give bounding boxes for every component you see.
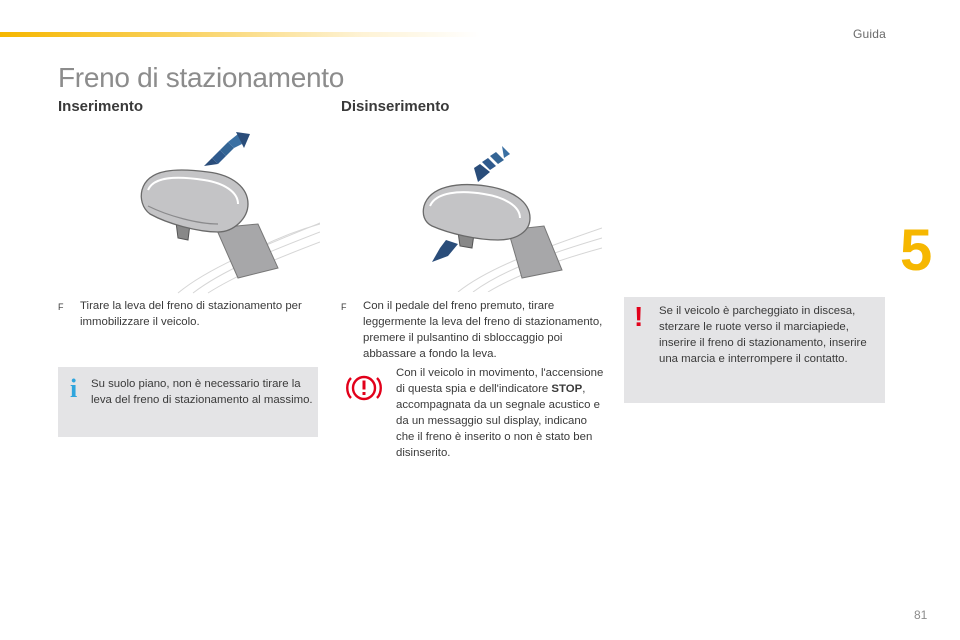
section-label: Guida <box>852 27 886 41</box>
info-note-box <box>58 367 318 437</box>
caution-box <box>624 297 885 403</box>
engage-instruction-text: Tirare la leva del freno di stazionamento per immobilizzare il veicolo. <box>80 300 302 328</box>
info-icon: i <box>70 374 78 403</box>
heading-engage: Inserimento <box>58 98 144 115</box>
handbrake-release-illustration <box>418 140 602 292</box>
stop-warning-text: Con il veicolo in movimento, l'accensione di questa spia e dell'indicatore STOP, accompagnata da un segnale acustico e da un messaggio sul display, indicano che il freno è inserito o non è stato ben disinserito. <box>396 367 604 459</box>
engage-instruction <box>58 298 313 330</box>
release-instruction-text: Con il pedale del freno premuto, tirare leggermente la leva del freno di stazionamento, premere il pulsantino di sbloccaggio poi abbassare a fondo la leva. <box>363 300 603 360</box>
brake-warning-lamp-icon <box>345 372 383 404</box>
bullet-marker: F <box>341 302 347 312</box>
header-accent-bar <box>0 32 480 37</box>
bullet-marker: F <box>58 302 64 312</box>
info-note-text: Su suolo piano, non è necessario tirare la leva del freno di stazionamento al massimo. <box>91 378 313 406</box>
page-number: 81 <box>914 608 928 622</box>
caution-text: Se il veicolo è parcheggiato in discesa, sterzare le ruote verso il marciapiede, inserire il freno di stazionamento, inserire una marcia e interrompere il contatto. <box>659 305 867 365</box>
release-instruction <box>341 298 606 362</box>
stop-indicator-label: STOP <box>551 383 583 395</box>
heading-release: Disinserimento <box>341 98 450 115</box>
page-title: Freno di stazionamento <box>58 62 345 93</box>
handbrake-engage-illustration <box>138 128 320 294</box>
warning-exclamation-icon: ! <box>634 301 644 332</box>
chapter-number: 5 <box>900 218 933 283</box>
